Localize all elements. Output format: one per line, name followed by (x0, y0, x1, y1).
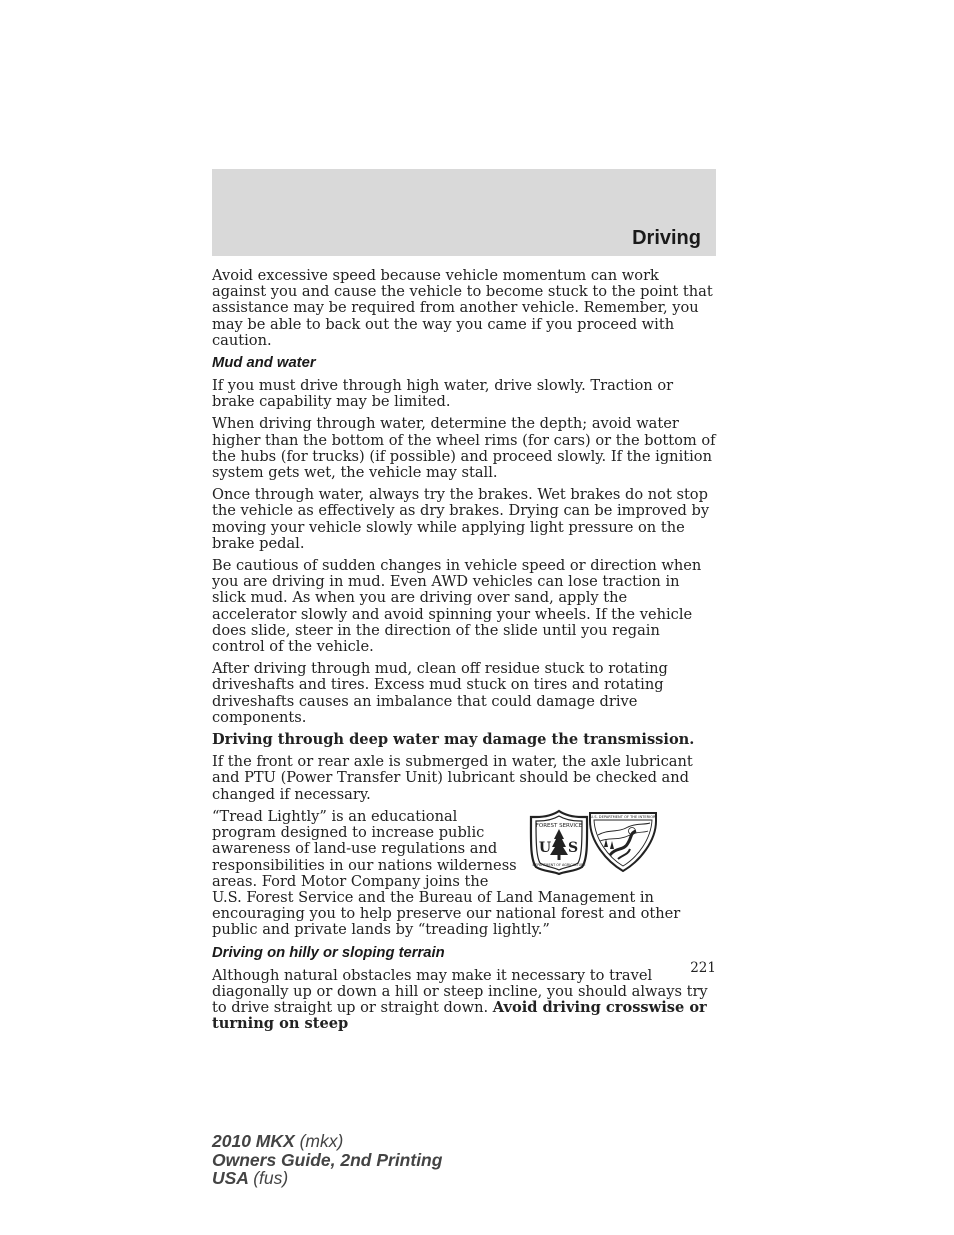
document-footer (212, 1132, 442, 1188)
bureau-of-land-management-icon (588, 811, 658, 873)
paragraph-mud-caution: Be cautious of sudden changes in vehicle speed or direction when you are driving in mud. Even AWD vehicles can lose traction in slick mud. As when you are driving over sand, apply the accelerator slowly and avoid spinning your wheels. If the vehicle does slide, steer in the direction of the slide until you regain control of the vehicle. (212, 557, 702, 656)
paragraph-axle-submerged: If the front or rear axle is submerged in water, the axle lubricant and PTU (Power Transfer Unit) lubricant should be checked and changed if necessary. (212, 753, 693, 803)
svg-text:U.S. DEPARTMENT OF THE INTERIO: U.S. DEPARTMENT OF THE INTERIOR (590, 815, 656, 820)
section-header-band (212, 169, 716, 256)
page-content (212, 268, 716, 1038)
svg-text:DEPARTMENT OF AGRICULTURE: DEPARTMENT OF AGRICULTURE (532, 862, 586, 867)
page-number: 221 (690, 960, 716, 976)
footer-guide-line: Owners Guide, 2nd Printing (212, 1149, 443, 1170)
hilly-terrain-warning: Avoid driving crosswise or turning on steep (212, 998, 707, 1033)
hilly-terrain-text: Although natural obstacles may make it necessary to travel diagonally up or down a hill or steep incline, you should always try to drive straight up or straight down. (212, 966, 708, 1016)
svg-text:S: S (567, 839, 579, 856)
footer-region-code: (fus) (253, 1168, 289, 1188)
svg-text:FOREST SERVICE: FOREST SERVICE (535, 822, 583, 829)
svg-text:U: U (538, 839, 552, 856)
section-title: Driving (632, 227, 701, 249)
warning-deep-water: Driving through deep water may damage the transmission. (212, 731, 695, 749)
paragraph-hilly-terrain (212, 968, 716, 1033)
heading-hilly-terrain: Driving on hilly or sloping terrain (212, 944, 445, 961)
footer-model-code: (mkx) (299, 1131, 344, 1151)
footer-region: USA (212, 1168, 249, 1188)
us-forest-service-shield-icon (528, 809, 590, 875)
paragraph-water-depth: When driving through water, determine the depth; avoid water higher than the bottom of the wheel rims (for cars) or the bottom of the hubs (for trucks) (if possible) and proceed slowly. If the ignition system gets wet, the vehicle may stall. (212, 415, 716, 482)
paragraph-excessive-speed: Avoid excessive speed because vehicle momentum can work against you and cause the vehicle to become stuck to the point that assistance may be required from another vehicle. Remember, you may be able to back out the way you came if you proceed with caution. (212, 267, 713, 349)
paragraph-tread-lightly (212, 809, 716, 939)
paragraph-wet-brakes: Once through water, always try the brakes. Wet brakes do not stop the vehicle as effectively as dry brakes. Drying can be improved by moving your vehicle slowly while applying light pressure on the brake pedal. (212, 486, 710, 552)
footer-model: 2010 MKX (212, 1131, 295, 1151)
footer-model-line (212, 1132, 442, 1151)
tread-lightly-text: “Tread Lightly” is an educational program designed to increase public awareness of land-use regulations and responsibilities in our nations wilderness areas. Ford Motor Company joins the U.S. Forest Service and the Bureau of Land Management in encouraging you to help preserve our national forest and other public and private lands by “treading lightly.” (212, 807, 681, 939)
paragraph-high-water: If you must drive through high water, drive slowly. Traction or brake capability may be limited. (212, 377, 674, 411)
paragraph-clean-residue: After driving through mud, clean off residue stuck to rotating driveshafts and tires. Excess mud stuck on tires and rotating driveshafts causes an imbalance that could damage drive components. (212, 660, 668, 726)
heading-mud-and-water: Mud and water (212, 355, 316, 372)
tread-lightly-logos (528, 809, 688, 875)
footer-region-line (212, 1169, 442, 1188)
